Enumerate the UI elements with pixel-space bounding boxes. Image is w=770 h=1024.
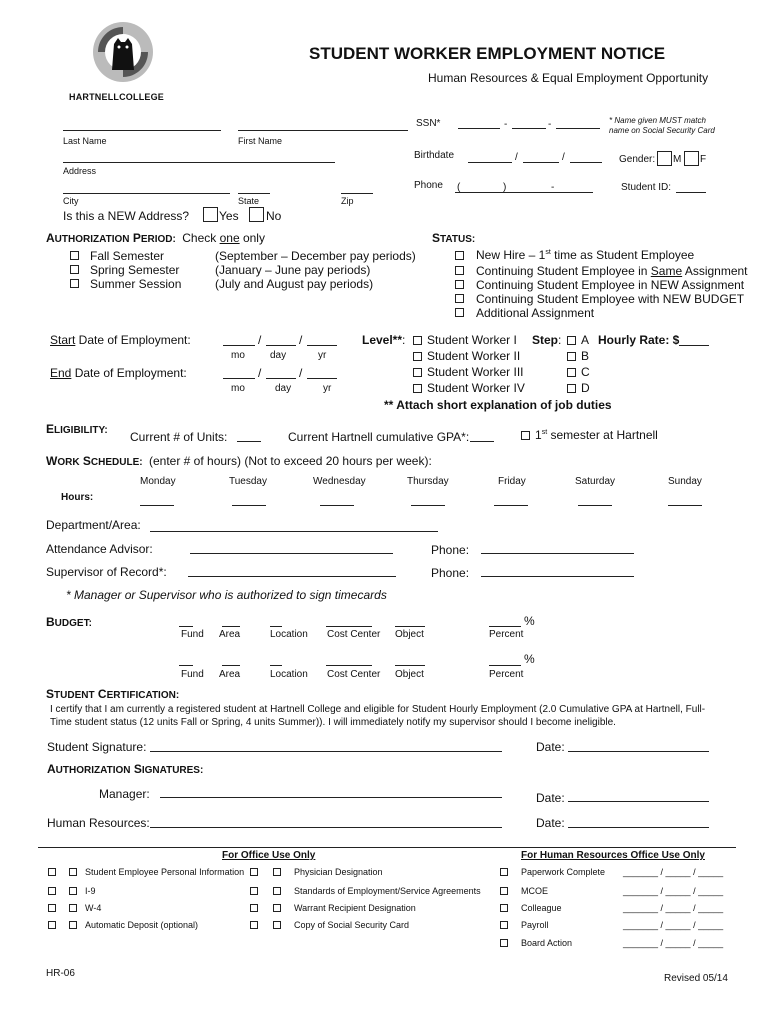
day-saturday: Saturday [575, 476, 616, 487]
work-schedule-heading: WORK SCHEDULE: (enter # of hours) (Not to exceed 20 hours per week): [46, 454, 432, 468]
budget-1-cost-center-label: Cost Center [327, 629, 381, 640]
budget-1-object-field[interactable] [395, 626, 425, 627]
hours-monday-field[interactable] [140, 505, 174, 506]
gpa-field[interactable] [470, 441, 494, 442]
supervisor-label: Supervisor of Record*: [46, 565, 167, 579]
continuing-new-budget-label: Continuing Student Employee with NEW BUDGET [476, 292, 745, 306]
authorization-signatures-heading: AUTHORIZATION SIGNATURES: [47, 762, 204, 776]
hours-friday-field[interactable] [494, 505, 528, 506]
budget-2-percent-sign: % [524, 652, 535, 666]
fall-semester-label: Fall Semester [90, 249, 165, 263]
status-heading: STATUS: [432, 231, 476, 245]
new-address-question: Is this a NEW Address? [63, 209, 190, 223]
gpa-label: Current Hartnell cumulative GPA*: [288, 430, 470, 444]
new-hire-label: New Hire – 1st time as Student Employee [476, 248, 695, 262]
birth-year-field[interactable] [570, 162, 602, 163]
office-check-2b[interactable] [69, 887, 77, 895]
fall-period: (September – December pay periods) [215, 249, 416, 263]
certification-text-2: Time student status (12 units Fall or Spring, 4 units Summer)). I will immediately notify my supervisor should I become ineligible. [50, 717, 616, 728]
first-name-field[interactable] [238, 130, 408, 131]
attach-note: ** Attach short explanation of job duties [384, 398, 612, 412]
department-field[interactable] [150, 531, 438, 532]
budget-2-area-field[interactable] [222, 665, 240, 666]
units-label: Current # of Units: [130, 430, 228, 444]
hr-label: Human Resources: [47, 816, 150, 830]
office-check-2a[interactable] [48, 887, 56, 895]
office-use-heading: For Office Use Only [222, 850, 316, 861]
budget-2-object-field[interactable] [395, 665, 425, 666]
student-date-field[interactable] [568, 751, 709, 752]
yes-label: Yes [219, 209, 239, 223]
summer-session-label: Summer Session [90, 277, 182, 291]
hr-item-payroll: Payroll [521, 920, 549, 930]
new-address-yes-checkbox[interactable] [203, 207, 218, 222]
level-label: Level**: [362, 333, 406, 347]
start-yr-label: yr [318, 350, 327, 361]
start-mo-label: mo [231, 350, 245, 361]
spring-semester-label: Spring Semester [90, 263, 180, 277]
hr-item-colleague: Colleague [521, 903, 562, 913]
hours-tuesday-field[interactable] [232, 505, 266, 506]
office-check-1c[interactable] [250, 868, 258, 876]
start-year-field[interactable] [307, 345, 337, 346]
step-a-label: A [581, 333, 590, 347]
budget-1-fund-label: Fund [181, 629, 204, 640]
certification-heading: STUDENT CERTIFICATION: [46, 687, 180, 701]
day-monday: Monday [140, 476, 176, 487]
budget-heading: BUDGET: [46, 615, 92, 629]
hr-item-mcoe: MCOE [521, 886, 548, 896]
continuing-same-label: Continuing Student Employee in Same Assignment [476, 264, 748, 278]
office-item-personal-info: Student Employee Personal Information [85, 867, 245, 877]
hr-item-paperwork: Paperwork Complete [521, 867, 606, 877]
budget-2-area-label: Area [219, 669, 241, 680]
page-title: STUDENT WORKER EMPLOYMENT NOTICE [309, 44, 666, 63]
budget-1-object-label: Object [395, 629, 424, 640]
ssn-field-3[interactable] [556, 128, 600, 129]
step-d-checkbox[interactable] [567, 384, 576, 393]
office-check-4a[interactable] [48, 921, 56, 929]
new-address-no-checkbox[interactable] [249, 207, 264, 222]
department-label: Department/Area: [46, 518, 141, 532]
hours-label: Hours: [61, 492, 94, 503]
office-item-i9: I-9 [85, 886, 96, 896]
office-check-3b[interactable] [69, 904, 77, 912]
hr-date-payroll: _______ / _____ / _____ [623, 920, 724, 930]
birth-month-field[interactable] [468, 162, 512, 163]
hours-saturday-field[interactable] [578, 505, 612, 506]
phone-label: Phone [414, 180, 443, 191]
student-id-field[interactable] [676, 192, 706, 193]
hr-date-field[interactable] [568, 827, 709, 828]
hr-date-colleague: _______ / _____ / _____ [623, 903, 724, 913]
hourly-rate-label: Hourly Rate: $ [598, 333, 680, 347]
additional-assignment-label: Additional Assignment [476, 306, 595, 320]
certification-text-1: I certify that I am currently a registered student at Hartnell College and eligible for Student Hourly Employment (2.0 Cumulative GPA at Hartnell, Full- [50, 704, 706, 715]
hourly-rate-field[interactable] [679, 345, 709, 346]
hr-office-use-heading: For Human Resources Office Use Only [521, 850, 705, 861]
supervisor-phone-field[interactable] [481, 576, 634, 577]
spring-semester-checkbox[interactable] [70, 265, 79, 274]
first-name-label: First Name [238, 136, 283, 146]
advisor-phone-label: Phone: [431, 543, 470, 557]
start-day-field[interactable] [266, 345, 296, 346]
zip-field[interactable] [341, 193, 373, 194]
gender-m-label: M [673, 154, 682, 165]
budget-1-percent-field[interactable] [489, 626, 521, 627]
step-b-label: B [581, 349, 590, 363]
hr-check-colleague[interactable] [500, 904, 508, 912]
office-check-3a[interactable] [48, 904, 56, 912]
step-label: Step: [532, 333, 562, 347]
revised-date: Revised 05/14 [664, 973, 728, 984]
step-d-label: D [581, 381, 590, 395]
level-4-label: Student Worker IV [427, 381, 525, 395]
hr-date-paperwork: _______ / _____ / _____ [623, 867, 724, 877]
hr-check-paperwork[interactable] [500, 868, 508, 876]
summer-period: (July and August pay periods) [215, 277, 374, 291]
start-day-label: day [270, 350, 287, 361]
level-2-checkbox[interactable] [413, 352, 422, 361]
spring-period: (January – June pay periods) [215, 263, 371, 277]
office-check-3c[interactable] [250, 904, 258, 912]
office-check-4d[interactable] [273, 921, 281, 929]
office-check-2d[interactable] [273, 887, 281, 895]
end-day-label: day [275, 383, 292, 394]
hr-signature-field[interactable] [150, 827, 502, 828]
budget-1-cost-center-field[interactable] [326, 626, 372, 627]
hr-check-mcoe[interactable] [500, 887, 508, 895]
hr-check-payroll[interactable] [500, 921, 508, 929]
budget-1-location-field[interactable] [270, 626, 282, 627]
hr-item-board: Board Action [521, 938, 573, 948]
gender-m-checkbox[interactable] [657, 151, 672, 166]
address-field[interactable] [63, 162, 335, 163]
level-4-checkbox[interactable] [413, 384, 422, 393]
advisor-phone-field[interactable] [481, 553, 634, 554]
step-c-checkbox[interactable] [567, 368, 576, 377]
manager-date-label: Date: [536, 791, 565, 805]
ssn-label: SSN* [416, 118, 441, 129]
student-date-label: Date: [536, 740, 565, 754]
end-year-field[interactable] [307, 378, 337, 379]
student-signature-field[interactable] [150, 751, 502, 752]
first-semester-checkbox[interactable] [521, 431, 530, 440]
end-mo-label: mo [231, 383, 245, 394]
end-day-field[interactable] [266, 378, 296, 379]
office-check-2c[interactable] [250, 887, 258, 895]
office-item-physician: Physician Designation [294, 867, 383, 877]
page-subtitle: Human Resources & Equal Employment Opportunity [428, 71, 709, 85]
continuing-same-checkbox[interactable] [455, 266, 464, 275]
phone-field[interactable] [455, 192, 593, 193]
manager-label: Manager: [99, 787, 150, 801]
supervisor-note: * Manager or Supervisor who is authorized to sign timecards [66, 588, 387, 602]
budget-2-location-field[interactable] [270, 665, 282, 666]
birthdate-label: Birthdate [414, 150, 455, 161]
office-item-ssc: Copy of Social Security Card [294, 920, 410, 930]
budget-1-fund-field[interactable] [179, 626, 193, 627]
gender-f-checkbox[interactable] [684, 151, 699, 166]
form-id: HR-06 [46, 968, 75, 979]
last-name-field[interactable] [63, 130, 221, 131]
office-check-1a[interactable] [48, 868, 56, 876]
budget-2-fund-field[interactable] [179, 665, 193, 666]
additional-assignment-checkbox[interactable] [455, 308, 464, 317]
day-wednesday: Wednesday [313, 476, 366, 487]
authorization-period-heading: AUTHORIZATION PERIOD: Check one only [46, 231, 265, 245]
level-1-label: Student Worker I [427, 333, 517, 347]
new-hire-checkbox[interactable] [455, 251, 464, 260]
budget-2-percent-field[interactable] [489, 665, 521, 666]
student-id-label: Student ID: [621, 182, 672, 193]
level-3-label: Student Worker III [427, 365, 524, 379]
zip-label: Zip [341, 196, 354, 206]
office-check-4b[interactable] [69, 921, 77, 929]
office-item-warrant: Warrant Recipient Designation [294, 903, 416, 913]
budget-2-object-label: Object [395, 669, 424, 680]
manager-signature-field[interactable] [160, 797, 502, 798]
no-label: No [266, 209, 282, 223]
budget-1-area-field[interactable] [222, 626, 240, 627]
ssn-note-2: name on Social Security Card [609, 126, 715, 135]
end-date-label: End Date of Employment: [50, 366, 187, 380]
hr-check-board[interactable] [500, 939, 508, 947]
budget-1-location-label: Location [270, 629, 308, 640]
budget-2-location-label: Location [270, 669, 308, 680]
attendance-advisor-label: Attendance Advisor: [46, 542, 153, 556]
step-a-checkbox[interactable] [567, 336, 576, 345]
level-3-checkbox[interactable] [413, 368, 422, 377]
last-name-label: Last Name [63, 136, 107, 146]
supervisor-phone-label: Phone: [431, 566, 470, 580]
end-yr-label: yr [323, 383, 332, 394]
start-date-label: Start Date of Employment: [50, 333, 191, 347]
hours-wednesday-field[interactable] [320, 505, 354, 506]
eligibility-heading: ELIGIBILITY: [46, 422, 108, 436]
manager-date-field[interactable] [568, 801, 709, 802]
budget-1-area-label: Area [219, 629, 241, 640]
supervisor-field[interactable] [188, 576, 396, 577]
ssn-field-2[interactable] [512, 128, 546, 129]
office-item-deposit: Automatic Deposit (optional) [85, 920, 199, 930]
continuing-new-assignment-label: Continuing Student Employee in NEW Assignment [476, 278, 745, 292]
office-divider [38, 847, 736, 848]
fall-semester-checkbox[interactable] [70, 251, 79, 260]
budget-2-cost-center-label: Cost Center [327, 669, 381, 680]
day-sunday: Sunday [668, 476, 702, 487]
gender-label: Gender: [619, 154, 656, 165]
start-month-field[interactable] [223, 345, 255, 346]
continuing-new-assignment-checkbox[interactable] [455, 280, 464, 289]
city-label: City [63, 196, 79, 206]
end-month-field[interactable] [223, 378, 255, 379]
step-c-label: C [581, 365, 590, 379]
units-field[interactable] [237, 441, 261, 442]
hr-date-board: _______ / _____ / _____ [623, 938, 724, 948]
office-item-w4: W-4 [85, 903, 102, 913]
hours-thursday-field[interactable] [411, 505, 445, 506]
first-semester-label: 1st semester at Hartnell [535, 428, 658, 442]
city-field[interactable] [63, 193, 230, 194]
hr-date-label: Date: [536, 816, 565, 830]
logo-text: HARTNELLCOLLEGE [69, 92, 164, 102]
budget-2-fund-label: Fund [181, 669, 204, 680]
gender-f-label: F [700, 154, 707, 165]
day-tuesday: Tuesday [229, 476, 267, 487]
state-label: State [238, 196, 260, 206]
office-check-1d[interactable] [273, 868, 281, 876]
budget-1-percent-sign: % [524, 614, 535, 628]
attendance-advisor-field[interactable] [190, 553, 393, 554]
hartnell-logo [88, 14, 158, 86]
office-check-1b[interactable] [69, 868, 77, 876]
budget-2-percent-label: Percent [489, 669, 524, 680]
budget-1-percent-label: Percent [489, 629, 524, 640]
address-label: Address [63, 166, 97, 176]
student-signature-label: Student Signature: [47, 740, 147, 754]
budget-2-cost-center-field[interactable] [326, 665, 372, 666]
hours-sunday-field[interactable] [668, 505, 702, 506]
day-thursday: Thursday [407, 476, 449, 487]
level-1-checkbox[interactable] [413, 336, 422, 345]
hr-date-mcoe: _______ / _____ / _____ [623, 886, 724, 896]
office-check-3d[interactable] [273, 904, 281, 912]
ssn-field-1[interactable] [458, 128, 500, 129]
step-b-checkbox[interactable] [567, 352, 576, 361]
level-2-label: Student Worker II [427, 349, 521, 363]
state-field[interactable] [238, 193, 270, 194]
day-friday: Friday [498, 476, 526, 487]
birth-day-field[interactable] [523, 162, 559, 163]
office-item-standards: Standards of Employment/Service Agreements [294, 886, 481, 896]
continuing-new-budget-checkbox[interactable] [455, 294, 464, 303]
summer-session-checkbox[interactable] [70, 279, 79, 288]
ssn-note: * Name given MUST match [609, 116, 706, 125]
office-check-4c[interactable] [250, 921, 258, 929]
